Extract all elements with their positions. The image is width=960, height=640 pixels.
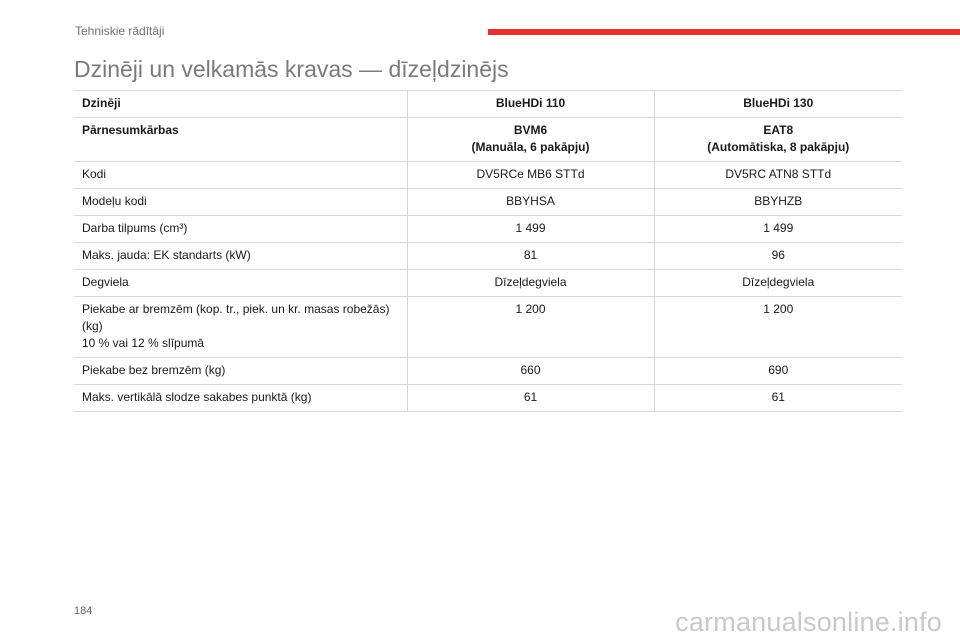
accent-bar [488,29,960,35]
row-label: Pārnesumkārbas [74,118,407,162]
gearbox-code: EAT8 [763,123,794,137]
table-cell: 1 499 [407,216,654,243]
row-label: Dzinēji [74,91,407,118]
table-row [74,358,902,385]
row-label: Piekabe bez bremzēm (kg) [74,358,407,385]
table-row [74,270,902,297]
table-row [74,297,902,358]
row-label: Kodi [74,162,407,189]
table-cell: BBYHSA [407,189,654,216]
table-cell: 61 [407,385,654,412]
row-label: Degviela [74,270,407,297]
table-cell: 1 200 [654,297,902,358]
cell-bluehdi-110: BlueHDi 110 [407,91,654,118]
row-label: Modeļu kodi [74,189,407,216]
row-label-line: Piekabe ar bremzēm (kop. tr., piek. un kr. masas robežās) [82,302,390,316]
table-cell: 1 200 [407,297,654,358]
table-row [74,118,902,162]
table-cell: Dīzeļdegviela [407,270,654,297]
table-cell: DV5RCe MB6 STTd [407,162,654,189]
gearbox-code: BVM6 [513,123,548,137]
table-cell: 660 [407,358,654,385]
table-row [74,162,902,189]
table-row [74,243,902,270]
specs-table [74,90,902,412]
table-cell [407,118,654,162]
row-label: Maks. jauda: EK standarts (kW) [74,243,407,270]
row-label: Darba tilpums (cm³) [74,216,407,243]
table-cell: 1 499 [654,216,902,243]
gearbox-desc: (Manuāla, 6 pakāpju) [471,140,590,154]
table-row [74,189,902,216]
page-title: Dzinēji un velkamās kravas — dīzeļdzinējs [74,56,509,82]
table-cell: 61 [654,385,902,412]
table-cell: 81 [407,243,654,270]
row-label-line: (kg) [82,319,103,333]
table-row [74,385,902,412]
watermark: carmanualsonline.info [675,607,942,637]
table-cell: Dīzeļdegviela [654,270,902,297]
page-number: 184 [74,605,93,617]
row-label-line: 10 % vai 12 % slīpumā [82,336,205,350]
table-header-row [74,91,902,118]
gearbox-desc: (Automātiska, 8 pakāpju) [707,140,850,154]
table-cell [654,118,902,162]
table-cell: 96 [654,243,902,270]
row-label [74,297,407,358]
table-cell: DV5RC ATN8 STTd [654,162,902,189]
table-cell: 690 [654,358,902,385]
table-cell: BBYHZB [654,189,902,216]
cell-bluehdi-130: BlueHDi 130 [654,91,902,118]
section-label: Tehniskie rādītāji [75,24,165,38]
row-label: Maks. vertikālā slodze sakabes punktā (kg) [74,385,407,412]
table-row [74,216,902,243]
